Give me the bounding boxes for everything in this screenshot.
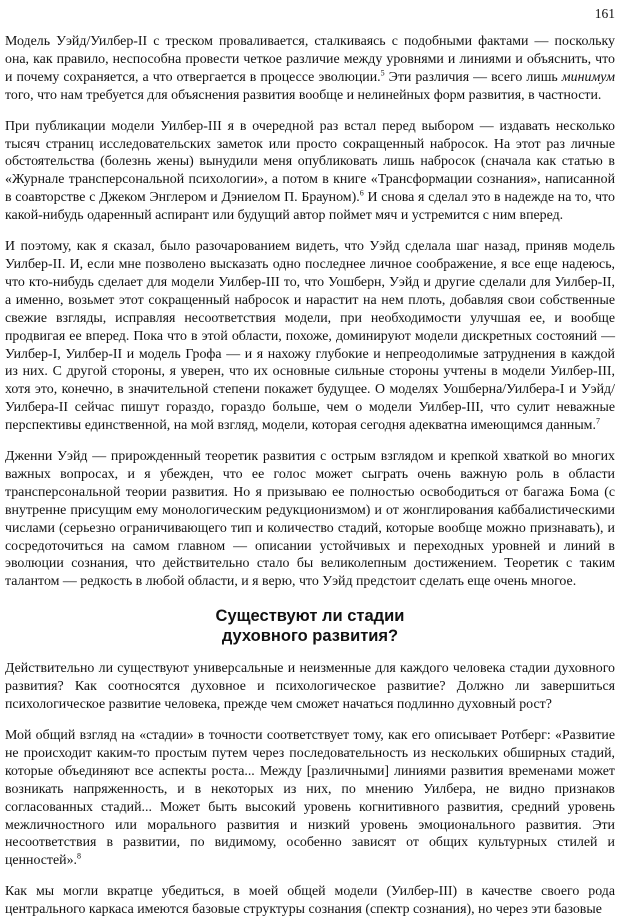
paragraph-1-text: Модель Уэйд/Уилбер-II с треском проваливается, сталкиваясь с подобными фактами — поскольку она, как правило, неспособна провести четкое различие между уровнями и линиями и объяснить, что и почему сохраняется, а что отвергается в процессе эволюции.	[5, 34, 615, 85]
section-heading-line-2: духовного развития?	[221, 627, 399, 646]
paragraph-1-text-cont: Эти различия — всего лишь	[384, 69, 562, 85]
paragraph-7-text: Как мы могли вкратце убедиться, в моей общей модели (Уилбер-III) в качестве своего рода центрального каркаса имеются базовые структуры сознания (спектр сознания), но через эти базовые	[5, 884, 615, 918]
footnote-ref-6[interactable]: 6	[359, 188, 364, 198]
paragraph-3-text: И поэтому, как я сказал, было разочарованием видеть, что Уэйд сделала шаг назад, приняв модель Уилбер-II. И, если мне позволено высказать одно последнее личное соображение, я все еще надеюсь, что кто-нибудь сделает для модели Уилбер-III то, что Уошберн, Уэйд и другие сделали для Уилбер-II, а именно, возьмет этот сокращенный набросок и нарастит на нем плоть, добавляя свои собственные свежие взгляды, исправляя несоответствия модели, при необходимости улучшая ее, и вообще продвигая ее вперед. Пока что в этой области, похоже, доминируют модели дискретных состояний — Уилбер-I, Уилбер-II и модель Грофа — и я нахожу глубокие и непреодолимые затруднения в каждой из них. С другой стороны, я уверен, что их основные сильные стороны учтены в модели Уилбер-III, хотя это, конечно, в значительной степени покажет будущее. О моделях Уошберна/Уилбера-I и Уэйд/Уилбера-II сейчас пишут гораздо, гораздо больше, чем о модели Уилбер-III, что сулит неважные перспективы единственной, на мой взгляд, модели, которая сегодня адекватна имеющимся данным.	[5, 239, 615, 434]
paragraph-7	[5, 883, 615, 919]
paragraph-6	[5, 727, 615, 870]
footnote-ref-7[interactable]: 7	[595, 416, 600, 426]
paragraph-2-text: При публикации модели Уилбер-III я в очередной раз встал перед выбором — издавать несколько тысяч страниц исследовательских заметок или просто сокращенный набросок. На этот раз личные обстоятельства (болезнь жены) вынудили меня опубликовать лишь набросок (сначала как статью в «Журнале трансперсональной психологии», а потом в книге «Трансформации сознания», написанной в соавторстве с Джеком Энглером и Дэниелом П. Брауном).	[5, 118, 615, 206]
paragraph-6-text: Мой общий взгляд на «стадии» в точности соответствует тому, как его описывает Ротберг: «Развитие не происходит каким-то простым путем через последовательность из нескольких обширных стадий, которые объединяют все аспекты роста... Между [различными] линиями развития временами может возникать напряженность, и в некоторых из них, по мнению Уилбера, не видно признаков согласованных стадий... Может быть высокий уровень когнитивного развития, средний уровень межличностного или морального развития и низкий уровень эмоционального развития. Эти несоответствия в развитии, по видимому, особенно зависят от общих культурных стилей и ценностей».	[5, 728, 615, 869]
paragraph-1	[5, 33, 615, 105]
paragraph-5-text: Действительно ли существуют универсальные и неизменные для каждого человека стадии духовного развития? Как соотносятся духовное и психологическое развитие? Должно ли завершиться психологическое развитие человека, прежде чем сможет начаться подлинно духовный рост?	[5, 661, 615, 713]
paragraph-2-text-end: И снова я сделал это в надежде на то, что какой-нибудь одаренный аспирант или будущий автор поймет мяч и устремится с ним вперед.	[5, 190, 615, 224]
paragraph-2	[5, 118, 615, 225]
paragraph-4-text: Дженни Уэйд — прирожденный теоретик развития с острым взглядом и крепкой хваткой во многих важных вопросах, и я убежден, что ее голос может сыграть очень важную роль в области трансперсональной теории развития. Но я призываю ее полностью освободиться от багажа Бома (с внутренне присущим ему монологическим редукционизмом) и от жонглирования каббалистическими числами (серьезно ограничивающего тип и количество стадий, которые вообще можно признавать), и сосредоточиться на самом главном — описании устойчивых и переходных уровней и линий в эволюции сознания, что действительно стало бы великолепным достижением. Теоретик с таким талантом — редкость в любой области, и я верю, что Уэйд предстоит сделать еще очень многое.	[5, 449, 615, 590]
footnote-ref-5[interactable]: 5	[380, 68, 385, 78]
paragraph-1-text-end: того, что нам требуется для объяснения развития вообще и нелинейных форм развития, в частности.	[5, 87, 602, 103]
paragraph-4	[5, 448, 615, 591]
emphasis-minimum: минимум	[561, 69, 615, 85]
page-number: 161	[594, 6, 615, 21]
paragraph-5	[5, 660, 615, 714]
section-heading	[5, 606, 615, 646]
paragraph-3	[5, 238, 615, 435]
footnote-ref-8[interactable]: 8	[77, 851, 82, 861]
section-heading-line-1: Существуют ли стадии	[215, 607, 405, 626]
